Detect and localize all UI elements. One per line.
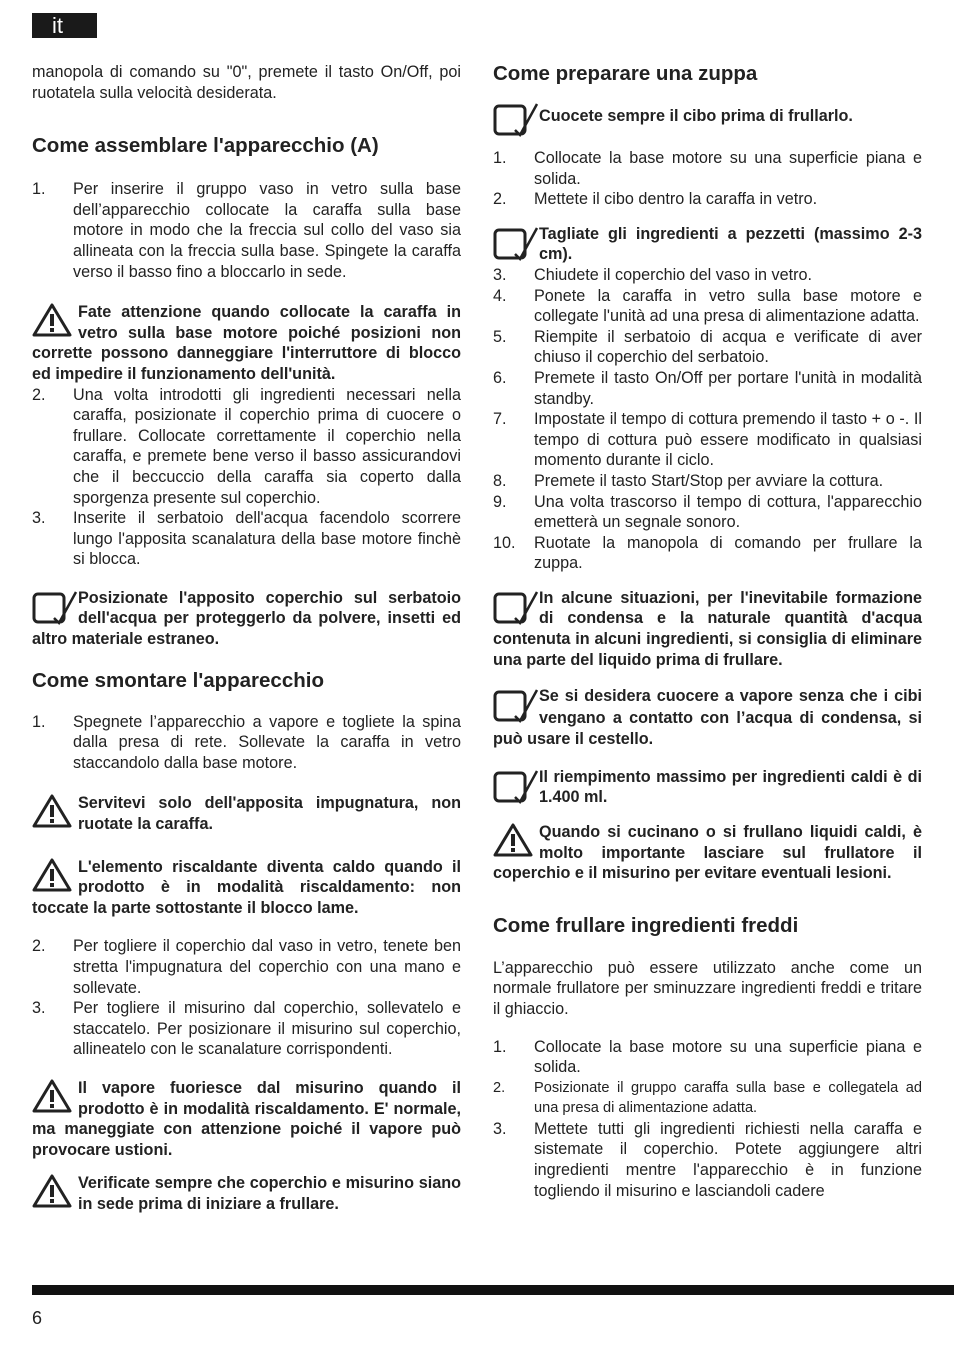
list-item: 4. Ponete la caraffa in vetro sulla base motore e collegate l'unità ad una presa di alimentazione adatta. xyxy=(493,286,922,326)
heading-soup: Come preparare una zuppa xyxy=(493,62,758,85)
info-note: Cuocete sempre il cibo prima di frullarlo. xyxy=(493,100,922,136)
checkbox-icon xyxy=(32,588,78,624)
intro-text: manopola di comando su "0", premete il tasto On/Off, poi ruotatela sulla velocità desiderata. xyxy=(32,63,461,102)
checkbox-icon xyxy=(493,224,539,260)
disassemble-list xyxy=(32,712,461,774)
heading-disassemble: Come smontare l'apparecchio xyxy=(32,668,324,692)
checkbox-icon xyxy=(493,588,539,624)
cold-list xyxy=(493,1037,922,1202)
list-item: 3. Per togliere il misurino dal coperchio, sollevatelo e staccatelo. Per posizionare il misurino sul coperchio, allineatelo con le scanalature corrispondenti. xyxy=(32,999,461,1059)
list-item: 2. Una volta introdotti gli ingredienti necessari nella caraffa, posizionate il coperchio prima di cuocere o frullare. Collocate correttamente il coperchio nella caraffa, e premete bene verso il basso assicurandovi che il beccuccio della caraffa sia coperto dalla sporgenza presente sul coperchio. xyxy=(32,385,461,507)
list-item: 5. Riempite il serbatoio di acqua e verificate di aver chiuso il coperchio del serbatoio. xyxy=(493,327,922,367)
list-item: 2. Posizionate il gruppo caraffa sulla base e collegatela ad una presa di alimentazione adatta. xyxy=(493,1079,922,1117)
warning-note: Verificate sempre che coperchio e misurino siano in sede prima di iniziare a frullare. xyxy=(32,1173,461,1214)
list-item: 2. Mettete il cibo dentro la caraffa in vetro. xyxy=(493,190,818,209)
list-item: 8. Premete il tasto Start/Stop per avviare la cottura. xyxy=(493,471,884,490)
info-note: In alcune situazioni, per l'inevitabile formazione di condensa e la naturale quantità d'acqua contenuta in alcuni ingredienti, si consiglia di eliminare una parte del liquido prima di frullare. xyxy=(493,588,922,669)
soup-list xyxy=(493,148,922,210)
footer-rule xyxy=(32,1285,954,1295)
list-item: 1. Collocate la base motore su una superficie piana e solida. xyxy=(493,1037,922,1077)
list-item: 2. Per togliere il coperchio dal vaso in vetro, tenete ben stretta l'impugnatura del coperchio con una mano e sollevate. xyxy=(32,937,461,997)
warning-icon xyxy=(32,1173,78,1209)
language-tag: it xyxy=(32,13,97,38)
info-note: Il riempimento massimo per ingredienti caldi è di 1.400 ml. xyxy=(493,767,922,808)
warning-icon xyxy=(32,1078,78,1114)
list-item: 9. Una volta trascorso il tempo di cottura, l'apparecchio emetterà un segnale sonoro. xyxy=(493,492,922,532)
page-number: 6 xyxy=(32,1308,43,1328)
checkbox-icon xyxy=(493,686,539,722)
info-note: Se si desidera cuocere a vapore senza che i cibi vengano a contatto con l’acqua di condensa, si può usare il cestello. xyxy=(493,687,922,749)
disassemble-list-continued xyxy=(32,936,461,1060)
warning-note: L'elemento riscaldante diventa caldo quando il prodotto è in modalità riscaldamento: non toccate la parte sottostante il blocco lame. xyxy=(32,857,461,917)
list-item: 1. Per inserire il gruppo vaso in vetro sulla base dell’apparecchio collocate la caraffa sulla base motore in modo che la freccia sul collo del vaso sia allineata con la freccia sulla base. Spingete la caraffa verso il basso fino a bloccarlo in sede. xyxy=(32,180,461,281)
list-item: 3. Chiudete il coperchio del vaso in vetro. xyxy=(493,265,813,284)
info-note: Posizionate l'apposito coperchio sul serbatoio dell'acqua per proteggerlo da polvere, insetti ed altro materiale estraneo. xyxy=(32,588,461,649)
list-item: 1. Collocate la base motore su una superficie piana e solida. xyxy=(493,149,922,188)
heading-assemble: Come assemblare l'apparecchio (A) xyxy=(32,134,379,158)
warning-icon xyxy=(32,793,78,829)
warning-note: Il vapore fuoriesce dal misurino quando il prodotto è in modalità riscaldamento. E' normale, ma maneggiate con attenzione poiché il vapore può provocare ustioni. xyxy=(32,1078,461,1159)
warning-note: Servitevi solo dell'apposita impugnatura, non ruotate la caraffa. xyxy=(32,793,461,834)
list-item: 10. Ruotate la manopola di comando per frullare la zuppa. xyxy=(493,533,922,573)
right-column xyxy=(493,62,922,1201)
warning-icon xyxy=(32,302,78,338)
assemble-list-continued xyxy=(32,385,461,570)
soup-list-continued xyxy=(493,265,922,574)
list-item: 3. Inserite il serbatoio dell'acqua facendolo scorrere lungo l'apposita scanalatura della base motore finchè si blocca. xyxy=(32,509,461,569)
checkbox-icon xyxy=(493,767,539,803)
assemble-list xyxy=(32,179,461,282)
list-item: 6. Premete il tasto On/Off per portare l'unità in modalità standby. xyxy=(493,368,922,408)
list-item: 1. Spegnete l’apparecchio a vapore e togliete la spina dalla presa di rete. Sollevate la caraffa in vetro staccandolo dalla base motore. xyxy=(32,712,461,772)
warning-icon xyxy=(493,822,539,858)
heading-cold: Come frullare ingredienti freddi xyxy=(493,913,799,937)
info-note: Tagliate gli ingredienti a pezzetti (massimo 2-3 cm). xyxy=(493,224,922,265)
warning-icon xyxy=(32,857,78,893)
checkbox-icon xyxy=(493,100,539,136)
warning-note: Quando si cucinano o si frullano liquidi caldi, è molto importante lasciare sul frullatore il coperchio e il misurino per evitare eventuali lesioni. xyxy=(493,822,922,883)
left-column xyxy=(32,62,461,1215)
warning-note: Fate attenzione quando collocate la caraffa in vetro sulla base motore poiché posizioni non corrette possono danneggiare l'interruttore di blocco ed impedire il funzionamento dell'unità. xyxy=(32,303,461,383)
list-item: 3. Mettete tutti gli ingredienti richiesti nella caraffa e sistemate il coperchio. Potete aggiungere altri ingredienti mentre l'apparecchio è in funzione togliendo il misurino e lasciandoli cadere xyxy=(493,1119,922,1200)
cold-intro-text: L’apparecchio può essere utilizzato anche come un normale frullatore per sminuzzare ingredienti freddi e tritare il ghiaccio. xyxy=(493,958,922,1018)
list-item: 7. Impostate il tempo di cottura premendo il tasto + o -. Il tempo di cottura può essere modificato in qualsiasi momento durante il ciclo. xyxy=(493,410,922,470)
